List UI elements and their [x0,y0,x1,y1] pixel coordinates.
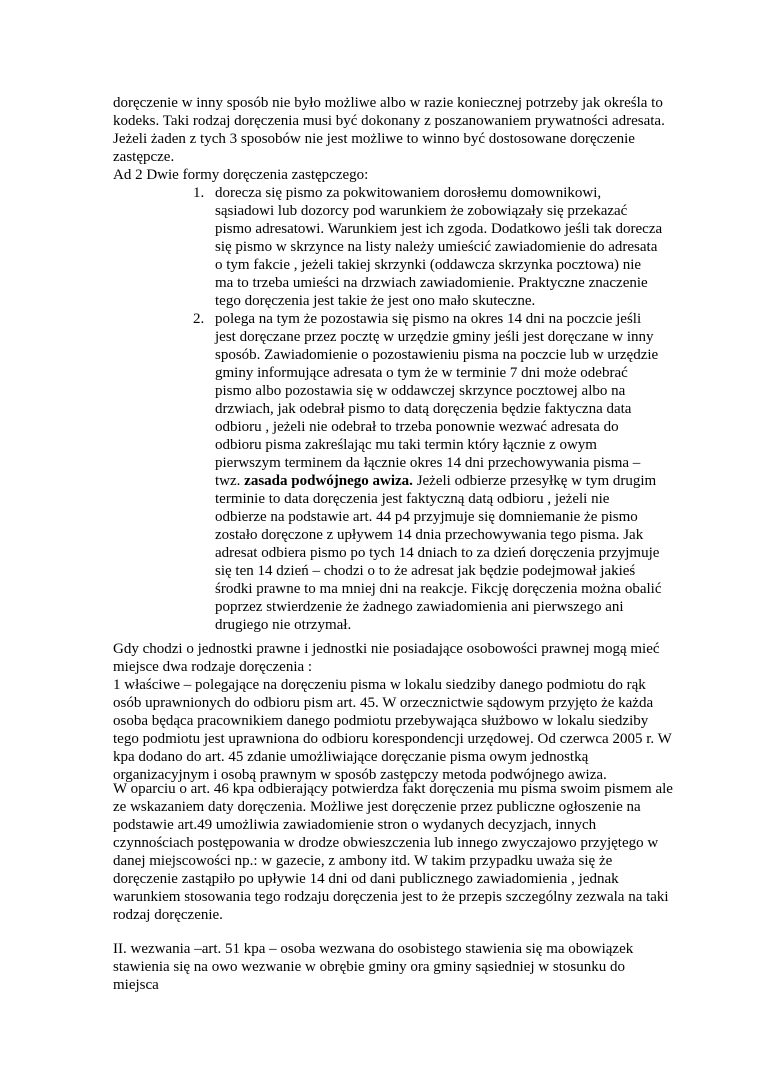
bold-term-double-notice: zasada podwójnego awiza. [244,473,413,489]
list-number: 2. [193,311,205,327]
paragraph-proper-delivery: 1 właściwe – polegające na doręczeniu pisma w lokalu siedziby danego podmiotu do rąk osób uprawnionych do odbioru pism art. 45. W orzecznictwie sądowym przyjęto że każda osoba będąca pracownikiem danego podmiotu przebywająca służbowo w lokalu siedziby tego podmiotu jest uprawniona do odbioru korespondencji urzędowej. Od czerwca 2005 r. W kpa dodano do art. 45 zdanie umożliwiające doręczanie pisma owym jednostką organizacyjnym i osobą prawnym w sposób zastępczy metoda podwójnego awiza. [113,677,672,783]
replacement-delivery-list [193,184,663,634]
list-item-text: dorecza się pismo za pokwitowaniem dorosłemu domownikowi, sąsiadowi lub dozorcy pod warunkiem że zobowiązały się przekazać pismo adresatowi. Warunkiem jest ich zgoda. Dodatkowo jeśli tak dorecza się pismo w skrzynce na listy należy umieścić zawiadomienie do adresata o tym fakcie , jeżeli takiej skrzynki (oddawcza skrzynka pocztowa) nie ma to trzeba umieści na drzwiach zawiadomienie. Praktyczne znaczenie tego doręczenia jest takie że jest ono mało skuteczne. [215,185,663,309]
list-item-2 [193,310,663,634]
list-item-text-after: Jeżeli odbierze przesyłkę w tym drugim terminie to data doręczenia jest faktyczną datą odbioru , jeżeli nie odbierze na podstawie art. 44 p4 przyjmuje się domniemanie że pismo zostało doręczone z upływem 14 dnia przechowywania tego pisma. Jak adresat odbiera pismo po tych 14 dniach to za dzień doręczenia przyjmuje się ten 14 dzień – chodzi o to że adresat jak będzie podejmował jakieś środki prawne to ma mniej dni na reakcje. Fikcję doręczenia można obalić poprzez stwierdzenie że żadnego zawiadomienia ani pierwszego ani drugiego nie otrzymał. [215,473,662,633]
paragraph-art46: W oparciu o art. 46 kpa odbierający potwierdza fakt doręczenia mu pisma swoim pismem ale ze wskazaniem daty doręczenia. Możliwe jest doręczenie przez publiczne ogłoszenie na podstawie art.49 umożliwia zawiadomienie stron o wydanych decyzjach, innych czynnościach postępowania w drodze obwieszczenia lub innego zwyczajowo przyjętego w danej miejscowości np.: w gazecie, z ambony itd. W takim przypadku uważa się że doręczenie zastąpiło po upływie 14 dni od dani publicznego zawiadomienia , jednak warunkiem stosowania tego rodzaju doręczenia jest to że przepis szczególny zezwala na taki rodzaj doręczenie. [113,781,673,923]
paragraph-legal-entities: Gdy chodzi o jednostki prawne i jednostki nie posiadające osobowości prawnej mogą mieć miejsce dwa rodzaje doręczenia : [113,641,660,675]
paragraph-summons: II. wezwania –art. 51 kpa – osoba wezwana do osobistego stawienia się ma obowiązek stawienia się na owo wezwanie w obrębie gminy ora gminy sąsiedniej w stosunku do miejsca [113,941,634,993]
list-item-1 [193,184,663,310]
paragraph-ad2-heading: Ad 2 Dwie formy doręczenia zastępczego: [113,167,369,183]
list-number: 1. [193,185,205,201]
list-item-text-before: polega na tym że pozostawia się pismo na okres 14 dni na poczcie jeśli jest doręczane przez pocztę w urzędzie gminy jeśli jest doręczane w inny sposób. Zawiadomienie o pozostawieniu pisma na poczcie lub w urzędzie gminy informujące adresata o tym że w terminie 7 dni może odebrać pismo albo pozostawia się w oddawczej skrzynce pocztowej albo na drzwiach, jak odebrał pismo to datą doręczenia będzie faktyczna data odbioru , jeżeli nie odebrał to trzeba ponownie wezwać adresata do odbioru pisma zakreślając mu taki termin który łącznie z owym pierwszym terminem da łącznie okres 14 dni przechowywania pisma – twz. [215,311,659,489]
paragraph-intro: doręczenie w inny sposób nie było możliwe albo w razie koniecznej potrzeby jak określa to kodeks. Taki rodzaj doręczenia musi być dokonany z poszanowaniem prywatności adresata. Jeżeli żaden z tych 3 sposobów nie jest możliwe to winno być dostosowane doręczenie zastępcze. [113,95,665,165]
